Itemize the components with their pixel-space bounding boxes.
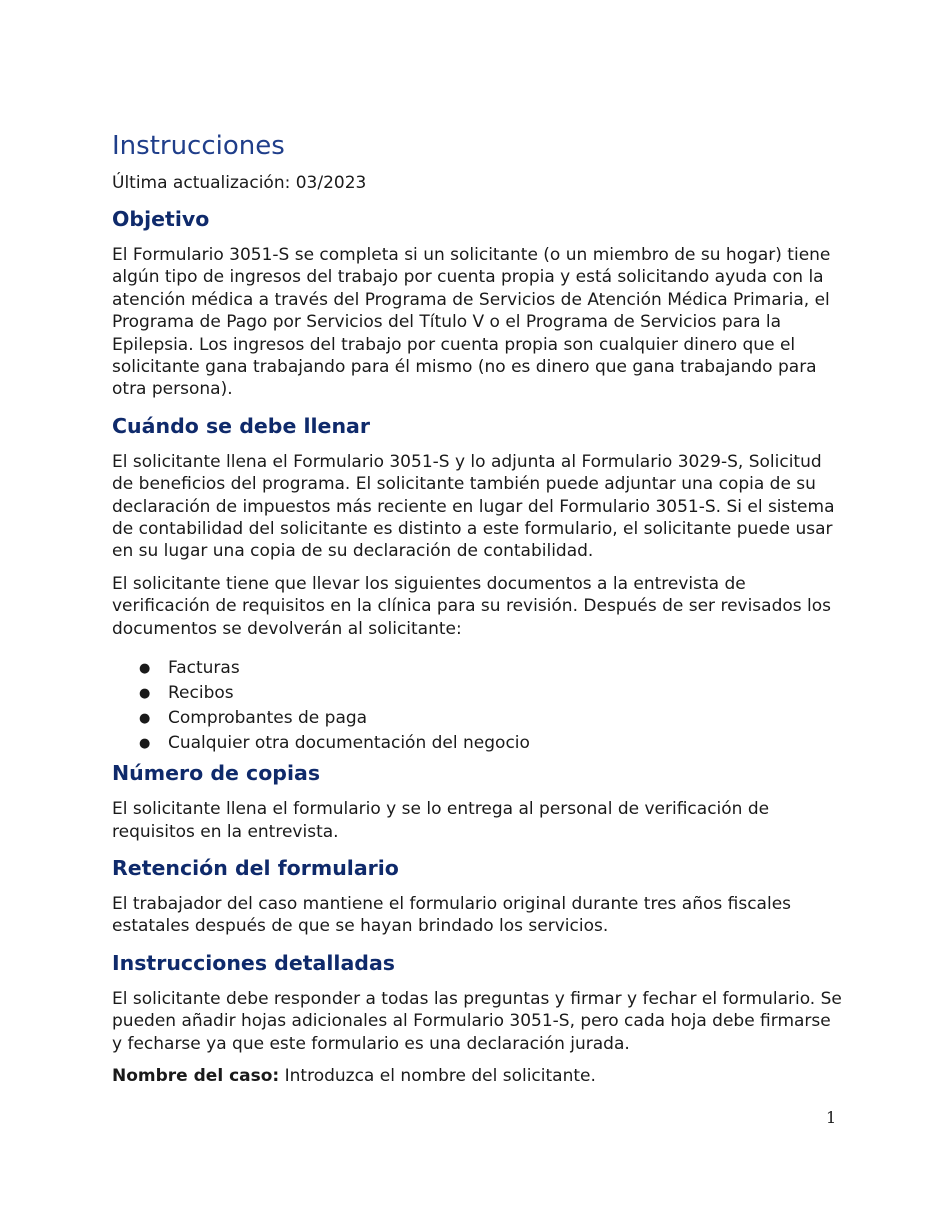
heading-retencion: Retención del formulario	[112, 855, 399, 880]
section-objetivo	[112, 204, 842, 401]
list-item	[112, 706, 842, 731]
list-item-label: Facturas	[168, 658, 240, 679]
section-cuando	[112, 411, 842, 756]
bullet-icon: ●	[139, 736, 151, 752]
list-item	[112, 656, 842, 681]
paragraph-objetivo: El Formulario 3051-S se completa si un solicitante (o un miembro de su hogar) tiene algún tipo de ingresos del trabajo por cuenta propia y está solicitando ayuda con la atención médica a través del Programa de Servicios de Atención Médica Primaria, el Programa de Pago por Servicios del Título V o el Programa de Servicios para la Epilepsia. Los ingresos del trabajo por cuenta propia son cualquier dinero que el solicitante gana trabajando para él mismo (no es dinero que gana trabajando para otra persona).	[112, 245, 831, 400]
field-label: Nombre del caso:	[112, 1065, 280, 1086]
section-retencion	[112, 853, 842, 938]
bullet-icon: ●	[139, 686, 151, 702]
list-item	[112, 681, 842, 706]
heading-detalladas: Instrucciones detalladas	[112, 950, 395, 975]
paragraph-copias: El solicitante llena el formulario y se lo entrega al personal de verificación de requisitos en la entrevista.	[112, 799, 770, 842]
heading-copias: Número de copias	[112, 761, 321, 786]
bullet-icon: ●	[139, 661, 151, 677]
list-item	[112, 731, 842, 756]
section-copias	[112, 758, 842, 843]
heading-objetivo: Objetivo	[112, 207, 210, 231]
heading-cuando: Cuándo se debe llenar	[112, 413, 370, 438]
page-number: 1	[826, 1108, 837, 1127]
bullet-icon: ●	[139, 711, 151, 727]
document-title: Instrucciones	[112, 131, 285, 161]
section-detalladas	[112, 948, 842, 1088]
paragraph-cuando-2: El solicitante tiene que llevar los siguientes documentos a la entrevista de verificación de requisitos en la clínica para su revisión. Después de ser revisados los documentos se devolverán al solicitante:	[112, 573, 832, 639]
paragraph-detalladas: El solicitante debe responder a todas las preguntas y firmar y fechar el formulario. Se pueden añadir hojas adicionales al Formulario 3051-S, pero cada hoja debe firmarse y fecharse ya que este formulario es una declaración jurada.	[112, 988, 842, 1054]
list-item-label: Cualquier otra documentación del negocio	[168, 733, 530, 754]
paragraph-retencion: El trabajador del caso mantiene el formulario original durante tres años fiscales estatales después de que se hayan brindado los servicios.	[112, 893, 792, 937]
list-item-label: Comprobantes de paga	[168, 708, 368, 729]
last-updated: Última actualización: 03/2023	[112, 173, 367, 193]
field-instruction	[112, 1065, 842, 1087]
documents-list	[112, 656, 842, 756]
document-page	[112, 128, 842, 1097]
field-text: Introduzca el nombre del solicitante.	[279, 1065, 596, 1086]
paragraph-cuando-1: El solicitante llena el Formulario 3051-S y lo adjunta al Formulario 3029-S, Solicitud de beneficios del programa. El solicitante también puede adjuntar una copia de su declaración de impuestos más reciente en lugar del Formulario 3051-S. Si el sistema de contabilidad del solicitante es distinto a este formulario, el solicitante puede usar en su lugar una copia de su declaración de contabilidad.	[112, 451, 835, 562]
list-item-label: Recibos	[168, 683, 234, 704]
